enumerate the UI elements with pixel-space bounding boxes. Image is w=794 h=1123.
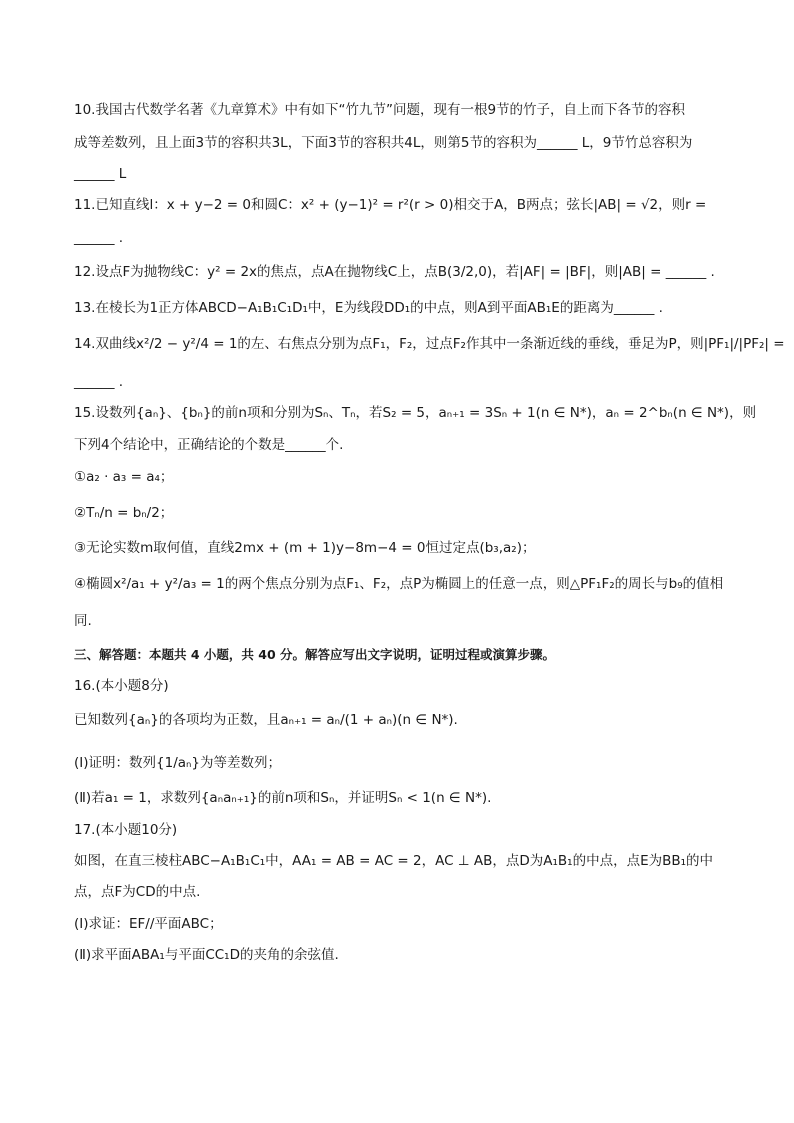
q12-line: 12.设点F为抛物线C：y² = 2x的焦点，点A在抛物线C上，点B(3/2,0)，若|AF| = |BF|，则|AB| = ______ .: [74, 264, 715, 280]
q16-part-2: (Ⅱ)若a₁ = 1，求数列{aₙaₙ₊₁}的前n项和Sₙ，并证明Sₙ < 1(n ∈ N*).: [74, 790, 492, 806]
q15-statement-3: ③无论实数m取何值，直线2mx + (m + 1)y−8m−4 = 0恒过定点(b₃,a₂)；: [74, 540, 536, 556]
q15-statement-2: ②Tₙ/n = bₙ/2；: [74, 505, 174, 521]
q14-line-1: 14.双曲线x²/2 − y²/4 = 1的左、右焦点分别为点F₁，F₂，过点F₂作其中一条渐近线的垂线，垂足为P，则|PF₁|/|PF₂| =: [74, 336, 785, 352]
q14-line-2: ______ .: [74, 374, 124, 390]
q15-statement-4: ④椭圆x²/a₁ + y²/a₃ = 1的两个焦点分别为点F₁、F₂，点P为椭圆上的任意一点，则△PF₁F₂的周长与b₉的值相: [74, 576, 724, 592]
q17-title: 17.(本小题10分): [74, 822, 178, 838]
q15-statement-1: ①a₂ · a₃ = a₄；: [74, 469, 174, 485]
q15-statement-4-cont: 同.: [74, 613, 92, 629]
q10-line-1: 10.我国古代数学名著《九章算术》中有如下“竹九节”问题，现有一根9节的竹子，自上而下各节的容积: [74, 102, 686, 118]
q10-line-3: ______ L: [74, 166, 127, 182]
q11-line-1: 11.已知直线l：x + y−2 = 0和圆C：x² + (y−1)² = r²(r > 0)相交于A，B两点；弦长|AB| = √2，则r =: [74, 197, 707, 213]
q16-title: 16.(本小题8分): [74, 678, 169, 694]
q17-part-1: (Ⅰ)求证：EF//平面ABC；: [74, 916, 223, 932]
q17-stem-2: 点，点F为CD的中点.: [74, 884, 201, 900]
q15-line-2: 下列4个结论中，正确结论的个数是______个.: [74, 437, 344, 453]
q11-line-2: ______ .: [74, 230, 124, 246]
section-heading: 三、解答题：本题共 4 小题，共 40 分。解答应写出文字说明，证明过程或演算步骤。: [74, 647, 556, 662]
q15-line-1: 15.设数列{aₙ}、{bₙ}的前n项和分别为Sₙ、Tₙ，若S₂ = 5，aₙ₊₁ = 3Sₙ + 1(n ∈ N*)，aₙ = 2^bₙ(n ∈ N*)，则: [74, 405, 757, 421]
q16-stem: 已知数列{aₙ}的各项均为正数，且aₙ₊₁ = aₙ/(1 + aₙ)(n ∈ N*).: [74, 712, 458, 728]
q10-line-2: 成等差数列，且上面3节的容积共3L，下面3节的容积共4L，则第5节的容积为______ L，9节竹总容积为: [74, 135, 693, 151]
q17-stem-1: 如图，在直三棱柱ABC−A₁B₁C₁中，AA₁ = AB = AC = 2，AC ⊥ AB，点D为A₁B₁的中点，点E为BB₁的中: [74, 853, 714, 869]
q16-part-1: (Ⅰ)证明：数列{1/aₙ}为等差数列；: [74, 755, 281, 771]
q13-line: 13.在棱长为1正方体ABCD−A₁B₁C₁D₁中，E为线段DD₁的中点，则A到平面AB₁E的距离为______ .: [74, 300, 663, 316]
q17-part-2: (Ⅱ)求平面ABA₁与平面CC₁D的夹角的余弦值.: [74, 947, 339, 963]
